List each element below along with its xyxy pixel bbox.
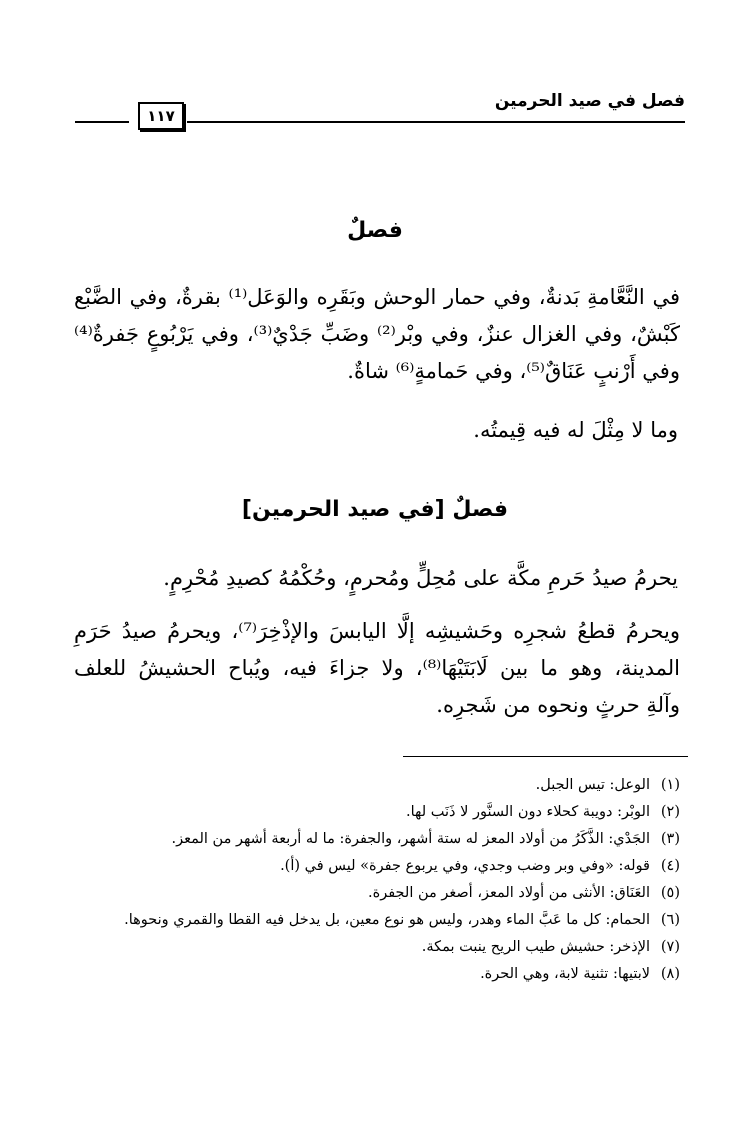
footnote-text: قوله: «وفي وبر وضب وجدي، وفي يربوع جفرة» ليس في (أ). [280, 858, 650, 874]
footnotes [74, 772, 680, 988]
footnote-number: (٥) [660, 885, 680, 901]
paragraph [74, 279, 680, 390]
footnote-number: (٢) [660, 804, 680, 820]
paragraph [74, 560, 678, 597]
footnote-number: (٧) [660, 939, 680, 955]
running-title: فصل في صيد الحرمين [494, 91, 685, 111]
paragraph [74, 412, 678, 449]
footnote-number: (٦) [660, 912, 680, 928]
footnote [74, 907, 680, 934]
footnote [74, 880, 680, 907]
text-line: المدينة، وهو ما بين لَابَتَيْهَا⁽⁸⁾، ولا جزاءَ فيه، ويُباح الحشيشُ للعلف [74, 656, 680, 680]
footnote-text: الإذخر: حشيش طيب الريح ينبت بمكة. [421, 939, 650, 955]
page-header [75, 88, 685, 128]
page-number: ١١٧ [138, 102, 184, 130]
footnote-number: (٤) [660, 858, 680, 874]
footnote-text: الحمام: كل ما عَبَّ الماء وهدر، وليس هو نوع معين، بل يدخل فيه القطا والقمري ونحوها. [124, 912, 650, 928]
footnote-number: (٨) [660, 966, 680, 982]
text-line: يحرمُ صيدُ حَرمِ مكَّة على مُحِلٍّ ومُحرمٍ، وحُكْمُهُ كصيدِ مُحْرِمٍ. [163, 566, 678, 590]
footnote [74, 934, 680, 961]
text-line: ويحرمُ قطعُ شجرِه وحَشيشِه إلَّا اليابسَ والإذْخِرَ⁽⁷⁾، ويحرمُ صيدُ حَرَمِ [74, 619, 680, 643]
text-line: في النَّعَّامةِ بَدنةٌ، وفي حمار الوحش وبَقَرِه والوَعَل⁽¹⁾ بقرةٌ، وفي الضَّبْع [74, 285, 680, 309]
footnote [74, 826, 680, 853]
footnote-text: الوعل: تيس الجبل. [535, 777, 650, 793]
footnote [74, 853, 680, 880]
text-line: كَبْشٌ، وفي الغزال عنزٌ، وفي وبْر⁽²⁾ وضَبِّ جَدْيٌ⁽³⁾، وفي يَرْبُوعٍ جَفرةٌ⁽⁴⁾ [74, 322, 680, 346]
section-heading: فصلٌ [في صيد الحرمين] [241, 497, 509, 522]
text-line: وما لا مِثْلَ له فيه قِيمتُه. [473, 418, 678, 442]
footnote-separator [403, 756, 688, 757]
footnote-number: (٣) [660, 831, 680, 847]
footnote [74, 772, 680, 799]
footnote [74, 799, 680, 826]
paragraph [74, 613, 680, 724]
footnote-text: لابتيها: تثنية لابة، وهي الحرة. [480, 966, 650, 982]
text-line: وفي أَرْنبٍ عَنَاقٌ⁽⁵⁾، وفي حَمامةٍ⁽⁶⁾ شاةٌ. [347, 359, 680, 383]
footnote-text: العَنَاق: الأنثى من أولاد المعز، أصغر من الجفرة. [368, 885, 650, 901]
text-line: وآلةِ حرثٍ ونحوه من شَجرِه. [436, 693, 680, 717]
footnote [74, 961, 680, 988]
header-rule [187, 121, 685, 123]
header-rule-short [75, 121, 129, 123]
footnote-number: (١) [660, 777, 680, 793]
section-heading: فصلٌ [347, 218, 403, 243]
footnote-text: الوبْر: دويبة كحلاء دون السنَّور لا ذَنَب لها. [406, 804, 650, 820]
footnote-text: الجَدْي: الذَّكَرُ من أولاد المعز له ستة أشهر، والجفرة: ما له أربعة أشهر من المعز. [171, 831, 650, 847]
